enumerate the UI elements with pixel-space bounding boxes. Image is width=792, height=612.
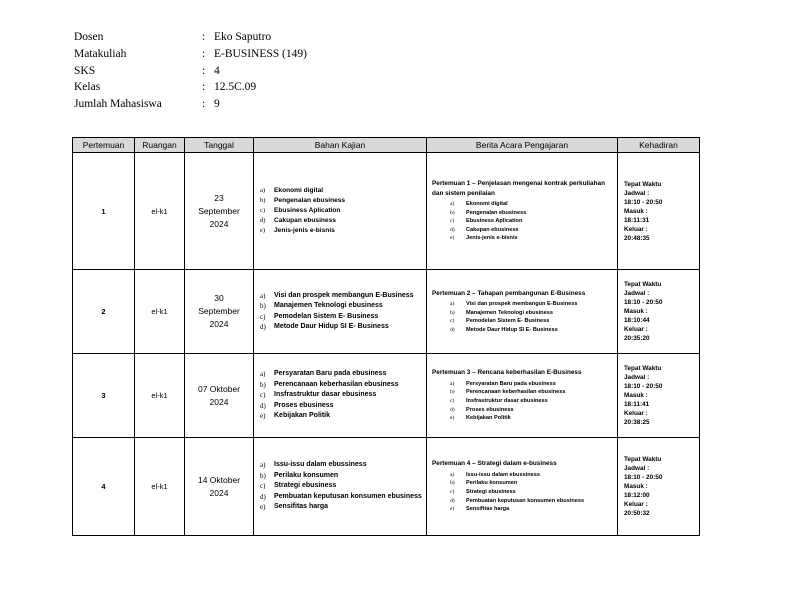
kehadiran-line: Masuk :: [624, 392, 648, 399]
cell-pertemuan: 3: [73, 354, 135, 438]
list-text: Pembuatan keputusan konsumen ebusiness: [274, 492, 422, 500]
list-text: Issu-issu dalam ebussiness: [466, 471, 540, 478]
list-text: Perencanaan keberhasilan ebusiness: [466, 389, 566, 396]
list-letter: a): [450, 471, 455, 478]
berita-title: Pertemuan 4 – Strategi dalam e-business: [432, 460, 557, 468]
info-label: Dosen: [74, 31, 104, 43]
list-text: Jenis-jenis e-bisnis: [466, 235, 518, 242]
list-item: [260, 411, 422, 422]
list-text: Persyaratan Baru pada ebusiness: [274, 370, 387, 378]
cell-berita-acara: [427, 270, 618, 354]
berita-title: Pertemuan 2 – Tahapan pembangunan E-Business: [432, 289, 586, 297]
list-letter: c): [260, 312, 266, 321]
list-item: [450, 471, 613, 480]
list-letter: c): [260, 207, 266, 214]
kehadiran-line: 20:50:32: [624, 510, 650, 517]
list-item: [450, 234, 613, 243]
list-letter: c): [260, 482, 266, 491]
list-item: [260, 471, 422, 482]
info-value: E-BUSINESS (149): [214, 47, 307, 60]
list-text: Perencanaan keberhasilan ebusiness: [274, 380, 399, 388]
list-item: [450, 217, 613, 226]
list-letter: a): [450, 380, 455, 387]
list-item: [260, 216, 422, 226]
list-item: [260, 390, 422, 401]
cell-kehadiran: [618, 270, 700, 354]
kehadiran-line: 18:10 - 20:50: [624, 383, 663, 390]
kehadiran-line: Keluar :: [624, 501, 648, 508]
cell-kehadiran: [618, 438, 700, 536]
list-text: Perilaku konsumen: [466, 480, 518, 487]
list-letter: d): [260, 217, 266, 224]
list-letter: b): [450, 309, 455, 316]
list-item: [450, 505, 613, 514]
list-text: Perilaku konsumen: [274, 471, 339, 479]
list-letter: e): [450, 415, 455, 422]
kehadiran-line: 18:10 - 20:50: [624, 474, 663, 481]
list-text: Jenis-jenis e-bisnis: [274, 227, 335, 234]
info-value: 4: [214, 64, 220, 77]
list-letter: d): [450, 497, 455, 504]
date-line: September: [198, 205, 240, 216]
cell-berita-acara: [427, 354, 618, 438]
cell-bahan-kajian: [254, 270, 427, 354]
kehadiran-line: 18:11:31: [624, 216, 650, 224]
schedule-table: [72, 137, 700, 536]
kehadiran-line: Jadwal :: [624, 189, 650, 197]
cell-ruangan: el-k1: [135, 438, 185, 536]
list-item: [260, 502, 422, 513]
info-label: SKS: [74, 64, 96, 77]
list-text: Pengenalan ebusiness: [466, 209, 527, 216]
list-letter: a): [260, 461, 266, 470]
list-text: Kebijakan Politik: [274, 412, 331, 420]
list-item: [260, 196, 422, 206]
cell-kehadiran: [618, 354, 700, 438]
cell-pertemuan: 4: [73, 438, 135, 536]
table-row: [73, 438, 700, 536]
cell-pertemuan: 2: [73, 270, 135, 354]
cell-tanggal: [185, 354, 254, 438]
list-letter: a): [260, 370, 266, 379]
list-letter: d): [260, 492, 266, 501]
info-row-jumlah-mahasiswa: [74, 96, 307, 113]
list-text: Visi dan prospek membangun E-Business: [274, 291, 414, 299]
list-letter: e): [450, 235, 455, 242]
info-row-dosen: [74, 29, 307, 46]
kehadiran-status: Tepat Waktu: [624, 365, 662, 372]
cell-tanggal: [185, 270, 254, 354]
list-text: Sensifitas harga: [274, 503, 329, 511]
list-item: [450, 200, 613, 209]
list-letter: e): [260, 503, 266, 512]
list-letter: b): [260, 380, 266, 389]
list-text: Metode Daur Hidup SI E- Business: [274, 323, 389, 330]
list-text: Insfrastruktur dasar ebusiness: [466, 397, 548, 404]
list-item: [260, 226, 422, 236]
list-item: [450, 300, 613, 309]
kehadiran-line: Jadwal :: [624, 290, 650, 297]
list-item: [260, 322, 422, 333]
table-header-row: [73, 138, 700, 153]
cell-tanggal: [185, 438, 254, 536]
list-text: Proses ebusiness: [274, 401, 334, 409]
kehadiran-line: Jadwal :: [624, 374, 650, 381]
list-item: [260, 481, 422, 492]
list-item: [450, 414, 613, 423]
kehadiran-line: Keluar :: [624, 326, 648, 333]
list-item: [450, 397, 613, 406]
kehadiran-line: Masuk :: [624, 308, 648, 315]
list-letter: b): [260, 302, 266, 310]
info-colon: :: [202, 64, 206, 77]
date-line: 14 Oktober: [197, 474, 241, 485]
list-letter: c): [450, 318, 455, 325]
kehadiran-status: Tepat Waktu: [624, 180, 662, 188]
list-text: Metode Daur Hidup SI E- Business: [466, 326, 558, 333]
kehadiran-status: Tepat Waktu: [624, 456, 662, 463]
kehadiran-line: 20:35:20: [624, 335, 650, 342]
berita-title: Pertemuan 3 – Rencana keberhasilan E-Business: [432, 369, 582, 377]
info-value: 9: [214, 98, 220, 111]
info-value: Eko Saputro: [214, 31, 272, 43]
info-row-sks: [74, 63, 307, 80]
header-pertemuan: Pertemuan: [73, 138, 135, 153]
list-item: [260, 401, 422, 412]
list-letter: e): [260, 227, 266, 234]
list-letter: e): [450, 506, 455, 513]
list-text: Pemodelan Sistem E- Business: [274, 312, 379, 320]
cell-kehadiran: [618, 153, 700, 270]
info-row-matakuliah: [74, 46, 307, 63]
header-ruangan: Ruangan: [135, 138, 185, 153]
list-item: [260, 380, 422, 391]
date-line: 23: [214, 192, 224, 203]
kehadiran-line: 18:10:44: [624, 317, 650, 324]
list-text: Pemodelan Sistem E- Business: [466, 318, 550, 325]
list-text: Cakupan ebusiness: [466, 226, 519, 233]
list-letter: b): [260, 471, 266, 480]
list-letter: a): [450, 301, 455, 308]
list-letter: d): [260, 323, 266, 331]
list-text: Ekonomi digital: [274, 187, 324, 194]
table-row: [73, 270, 700, 354]
list-text: Proses ebusiness: [466, 406, 514, 413]
cell-tanggal: [185, 153, 254, 270]
kehadiran-line: 18:12:00: [624, 492, 650, 499]
info-colon: :: [202, 98, 206, 111]
list-item: [450, 479, 613, 488]
list-item: [260, 186, 422, 196]
list-item: [260, 369, 422, 380]
date-line: 07 Oktober: [197, 383, 241, 394]
table-row: [73, 153, 700, 270]
header-bahan-kajian: Bahan Kajian: [254, 138, 427, 153]
info-row-kelas: [74, 79, 307, 96]
info-label: Jumlah Mahasiswa: [74, 98, 162, 111]
cell-berita-acara: [427, 153, 618, 270]
list-letter: d): [450, 406, 455, 413]
info-colon: :: [202, 47, 206, 60]
cell-ruangan: el-k1: [135, 354, 185, 438]
list-letter: c): [260, 391, 266, 400]
list-item: [260, 312, 422, 323]
info-value: 12.5C.09: [214, 81, 257, 94]
date-line: 2024: [209, 396, 229, 407]
list-item: [450, 406, 613, 415]
list-text: Ebusiness Aplication: [274, 207, 341, 214]
list-text: Cakupan ebusiness: [274, 217, 336, 224]
list-letter: c): [450, 488, 455, 495]
cell-bahan-kajian: [254, 438, 427, 536]
kehadiran-line: Jadwal :: [624, 465, 650, 472]
list-item: [260, 492, 422, 503]
list-text: Persyaratan Baru pada ebusiness: [466, 380, 556, 387]
info-colon: :: [202, 81, 206, 94]
cell-bahan-kajian: [254, 153, 427, 270]
berita-title: Pertemuan 1 – Penjelasan mengenai kontrak perkuliahan dan sistem penilaian: [432, 180, 605, 197]
list-text: Insfrastruktur dasar ebusiness: [274, 391, 377, 399]
list-item: [450, 380, 613, 389]
list-item: [260, 460, 422, 471]
list-text: Ebusiness Aplication: [466, 218, 523, 225]
kehadiran-line: 20:48:35: [624, 234, 650, 242]
list-text: Strategi ebusiness: [466, 488, 516, 495]
info-label: Kelas: [74, 81, 101, 94]
kehadiran-line: 18:11:41: [624, 401, 650, 408]
list-text: Strategi ebusiness: [274, 482, 337, 490]
list-letter: e): [260, 412, 266, 421]
list-text: Manajemen Teknologi ebusiness: [466, 309, 553, 316]
table-row: [73, 354, 700, 438]
list-letter: c): [450, 218, 455, 225]
list-letter: d): [260, 401, 266, 410]
list-item: [260, 301, 422, 312]
list-letter: a): [450, 201, 455, 208]
list-text: Issu-issu dalam ebussiness: [274, 461, 367, 469]
info-label: Matakuliah: [74, 47, 127, 60]
list-letter: b): [450, 389, 455, 396]
date-line: 2024: [209, 218, 229, 229]
list-text: Sensifitas harga: [466, 506, 510, 513]
list-item: [450, 388, 613, 397]
list-item: [450, 488, 613, 497]
list-letter: a): [260, 291, 266, 300]
list-letter: d): [450, 326, 455, 333]
list-item: [450, 309, 613, 318]
list-item: [450, 497, 613, 506]
list-text: Manajemen Teknologi ebusiness: [274, 302, 383, 309]
list-letter: b): [260, 197, 266, 204]
list-text: Ekonomi digital: [466, 201, 508, 208]
header-kehadiran: Kehadiran: [618, 138, 700, 153]
date-line: 30: [214, 293, 224, 303]
header-berita-acara: Berita Acara Pengajaran: [427, 138, 618, 153]
list-text: Pembuatan keputusan konsumen ebusiness: [466, 497, 585, 504]
cell-bahan-kajian: [254, 354, 427, 438]
info-colon: :: [202, 31, 206, 43]
cell-pertemuan: 1: [73, 153, 135, 270]
date-line: 2024: [209, 319, 229, 329]
date-line: 2024: [209, 487, 229, 498]
list-text: Pengenalan ebusiness: [274, 197, 346, 204]
list-letter: d): [450, 226, 455, 233]
list-letter: c): [450, 397, 455, 404]
kehadiran-status: Tepat Waktu: [624, 281, 662, 288]
list-text: Kebijakan Politik: [466, 415, 511, 422]
list-letter: b): [450, 480, 455, 487]
kehadiran-line: Keluar :: [624, 225, 648, 233]
kehadiran-line: Masuk :: [624, 207, 648, 215]
kehadiran-line: Masuk :: [624, 483, 648, 490]
list-item: [450, 326, 613, 335]
course-info: [74, 29, 307, 113]
kehadiran-line: 18:10 - 20:50: [624, 198, 663, 206]
list-item: [260, 291, 422, 302]
cell-ruangan: el-k1: [135, 153, 185, 270]
list-item: [260, 206, 422, 216]
date-line: September: [198, 306, 240, 316]
kehadiran-line: 20:38:25: [624, 419, 650, 426]
list-letter: a): [260, 187, 266, 194]
list-text: Visi dan prospek membangun E-Business: [466, 301, 578, 308]
kehadiran-line: Keluar :: [624, 410, 648, 417]
list-item: [450, 317, 613, 326]
cell-ruangan: el-k1: [135, 270, 185, 354]
list-item: [450, 226, 613, 235]
cell-berita-acara: [427, 438, 618, 536]
kehadiran-line: 18:10 - 20:50: [624, 299, 663, 306]
header-tanggal: Tanggal: [185, 138, 254, 153]
list-item: [450, 209, 613, 218]
list-letter: b): [450, 209, 455, 216]
